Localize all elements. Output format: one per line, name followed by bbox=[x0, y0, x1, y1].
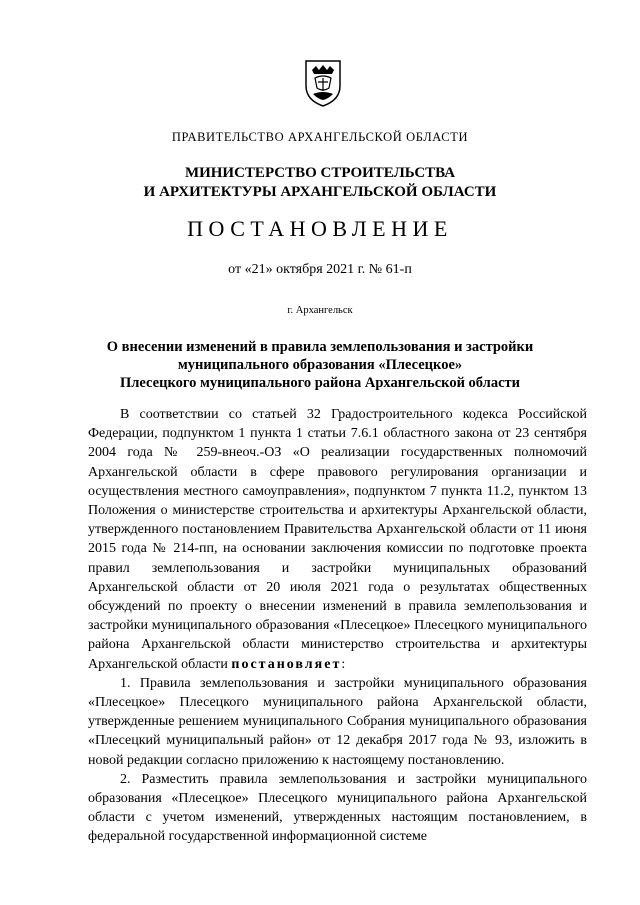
ministry-name bbox=[0, 164, 640, 202]
document-type: ПОСТАНОВЛЕНИЕ bbox=[187, 216, 453, 241]
item-2-paragraph: 2. Разместить правила землепользования и застройки муниципального образования «Плесецкое» Плесецкого муниципального района Архангельской области с учетом изменений, утвержденных настоящим постановлением, в федеральной государственной информационной системе bbox=[88, 771, 587, 845]
ministry-line-2: И АРХИТЕКТУРЫ АРХАНГЕЛЬСКОЙ ОБЛАСТИ bbox=[143, 184, 497, 200]
document-city: г. Архангельск bbox=[287, 305, 353, 316]
title-line-1: О внесении изменений в правила землепользования и застройки bbox=[106, 339, 534, 355]
document-date-number: от «21» октября 2021 г. № 61-п bbox=[228, 262, 412, 277]
title-line-2: муниципального образования «Плесецкое» bbox=[177, 357, 463, 373]
coat-of-arms-icon bbox=[303, 58, 343, 108]
preamble-text: В соответствии со статьей 32 Градостроительного кодекса Российской Федерации, подпунктом 1 пункта 1 статьи 7.6.1 областного закона от 23 сентября 2004 года № 259-внеоч.-ОЗ «О реализации государственных полномочий Архангельской области в сфере правового регулирования организации и осуществления местного самоуправления», подпунктом 7 пункта 11.2, пунктом 13 Положения о министерстве строительства и архитектуры Архангельской области, утвержденного постановлением Правительства Архангельской области от 11 июня 2015 года № 214-пп, на основании заключения комиссии по подготовке проекта правил землепользования и застройки муниципальных образований Архангельской области от 20 июля 2021 года о результатах общественных обсуждений по проекту о внесении изменений в правила землепользования и застройки муниципального образования «Плесецкое» Плесецкого муниципального района Архангельской области министерство строительства и архитектуры Архангельской области bbox=[88, 407, 587, 672]
document-title bbox=[60, 338, 580, 392]
decree-word: постановляет bbox=[231, 656, 342, 672]
item-1-paragraph: 1. Правила землепользования и застройки муниципального образования «Плесецкое» Плесецкого муниципального района Архангельской области, утвержденные решением муниципального Собрания муниципального образования «Плесецкий муниципальный район» от 12 декабря 2017 года № 93, изложить в новой редакции согласно приложению к настоящему постановлению. bbox=[88, 675, 587, 768]
government-name: ПРАВИТЕЛЬСТВО АРХАНГЕЛЬСКОЙ ОБЛАСТИ bbox=[171, 130, 469, 144]
title-line-3: Плесецкого муниципального района Архангельской области bbox=[120, 375, 520, 391]
decree-colon: : bbox=[341, 656, 346, 672]
ministry-line-1: МИНИСТЕРСТВО СТРОИТЕЛЬСТВА bbox=[184, 165, 456, 181]
preamble-paragraph bbox=[88, 405, 587, 674]
document-body bbox=[88, 405, 587, 847]
